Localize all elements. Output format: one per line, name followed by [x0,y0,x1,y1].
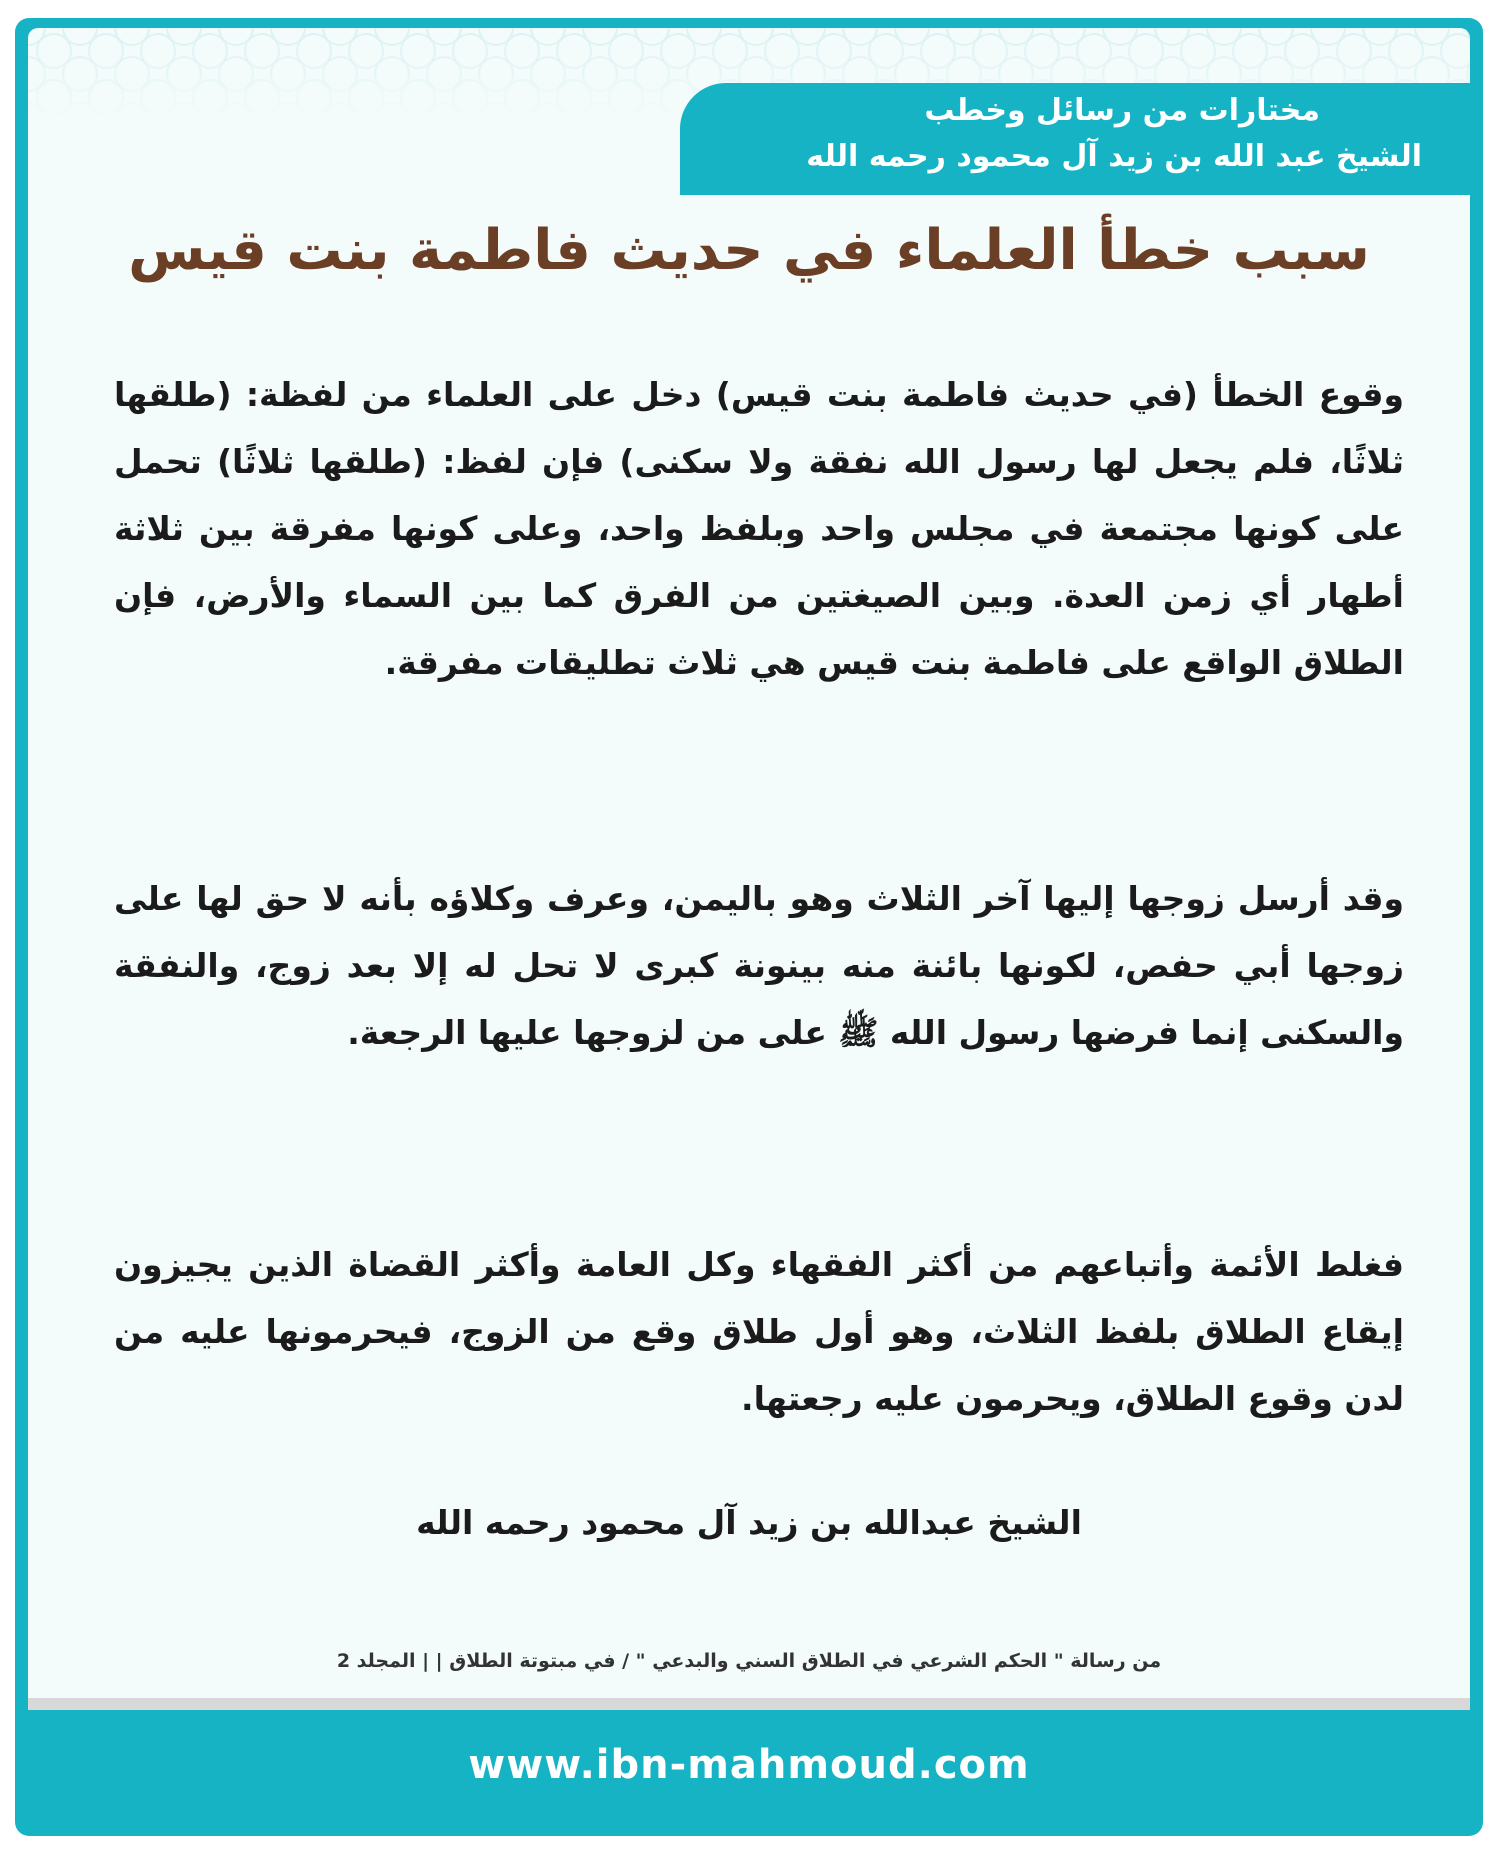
author-signature: الشيخ عبدالله بن زيد آل محمود رحمه الله [416,1503,1082,1542]
source-citation: من رسالة " الحكم الشرعي في الطلاق السني والبدعي " / في مبتوتة الطلاق | | المجلد 2 [336,1650,1162,1672]
content-card [28,28,1470,1698]
article-title: سبب خطأ العلماء في حديث فاطمة بنت قيس [128,218,1370,283]
divider-strip [28,1698,1470,1710]
paragraph-1: وقوع الخطأ (في حديث فاطمة بنت قيس) دخل على العلماء من لفظة: (طلقها ثلاثًا، فلم يجعل لها رسول الله نفقة ولا سكنى) فإن لفظ: (طلقها ثلاثًا) تحمل على كونها مجتمعة في مجلس واحد وبلفظ واحد، وعلى كونها مفرقة بين ثلاثة أطهار أي زمن العدة. وبين الصيغتين من الفرق كما بين السماء والأرض، فإن الطلاق الواقع على فاطمة بنت قيس هي ثلاث تطليقات مفرقة. [114,375,1404,682]
website-link[interactable]: www.ibn-mahmoud.com [468,1742,1030,1788]
header-banner [680,83,1470,195]
header-collection-title: مختارات من رسائل وخطب [924,93,1320,128]
paragraph-3: فغلط الأئمة وأتباعهم من أكثر الفقهاء وكل العامة وأكثر القضاة الذين يجيزون إيقاع الطلاق بلفظ الثلاث، وهو أول طلاق وقع من الزوج، فيحرمونها عليه من لدن وقوع الطلاق، ويحرمون عليه رجعتها. [114,1245,1404,1418]
paragraph-2: وقد أرسل زوجها إليها آخر الثلاث وهو باليمن، وعرف وكلاؤه بأنه لا حق لها على زوجها أبي حفص، لكونها بائنة منه بينونة كبرى لا تحل له إلا بعد زوج، والنفقة والسكنى إنما فرضها رسول الله ﷺ على من لزوجها عليها الرجعة. [114,879,1404,1052]
header-author-name: الشيخ عبد الله بن زيد آل محمود رحمه الله [806,139,1422,174]
